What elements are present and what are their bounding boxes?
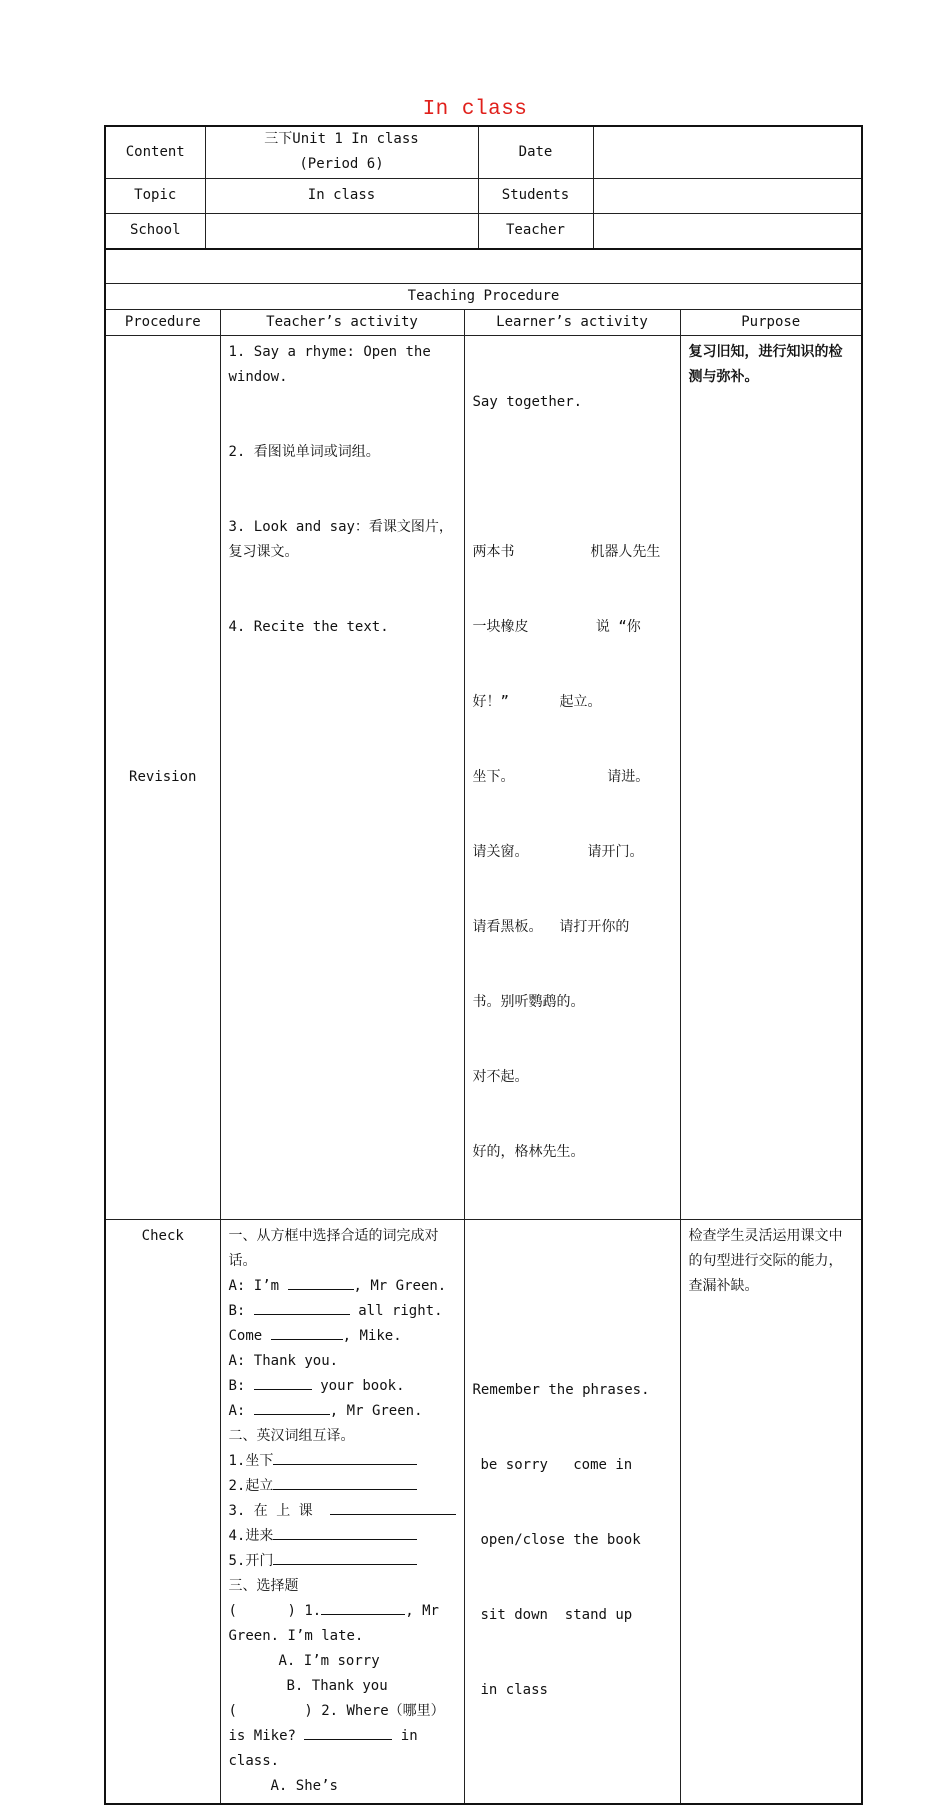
blank-field[interactable] [254,1300,350,1315]
column-header-teacher: Teacher’s activity [220,309,464,335]
topic-label: Topic [105,178,205,213]
section-title: Teaching Procedure [105,283,862,309]
topic-value: In class [205,178,478,213]
revision-learner-line: 好！” 起立。 [472,693,602,710]
revision-item-2: 2. 看图说单词或词组。 [228,443,380,460]
revision-item-3: 3. Look and say：看课文图片，复习课文。 [228,518,453,560]
blank-field[interactable] [254,1375,312,1390]
school-label: School [105,213,205,249]
dialogue-line-4: A: Thank you. [228,1352,339,1369]
revision-learner-line: 坐下。 请进。 [472,768,650,785]
revision-learner-line: 好的，格林先生。 [472,1143,585,1160]
revision-learner-activity [464,335,680,1219]
phrases-intro: Remember the phrases. [472,1381,650,1398]
dialogue-line-2: B: all right. [229,1299,456,1324]
content-label: Content [105,126,205,178]
dialogue-line-5: B: your book. [229,1374,456,1399]
dialogue-line-6: A: , Mr Green. [229,1399,456,1424]
blank-field[interactable] [273,1450,417,1465]
choice-option-b: B. Thank you [286,1677,388,1694]
revision-purpose: 复习旧知，进行知识的检测与弥补。 [680,335,862,1219]
check-purpose: 检查学生灵活运用课文中的句型进行交际的能力，查漏补缺。 [680,1219,862,1804]
revision-item-4: 4. Recite the text. [228,618,389,635]
check-section-3-title: 三、选择题 [228,1577,299,1594]
teacher-value [593,213,862,249]
translation-item-1: 1.坐下 [229,1449,456,1474]
students-label: Students [478,178,593,213]
content-value-line2: (Period 6) [299,156,384,173]
date-label: Date [478,126,593,178]
translation-item-5: 5.开门 [229,1549,456,1574]
blank-field[interactable] [304,1725,392,1740]
revision-learner-line: 一块橡皮 说 “你 [472,618,641,635]
blank-field[interactable] [273,1525,417,1540]
choice-option-a: A. I’m sorry [278,1652,380,1669]
dialogue-line-1: A: I’m , Mr Green. [229,1274,456,1299]
school-value [205,213,478,249]
translation-item-2: 2.起立 [229,1474,456,1499]
blank-field[interactable] [273,1475,417,1490]
revision-learner-line: 请看黑板。 请打开你的 [472,918,630,935]
content-value [205,126,478,178]
teacher-label: Teacher [478,213,593,249]
revision-label: Revision [105,335,220,1219]
revision-item-1: 1. Say a rhyme: Open the window. [228,343,431,385]
phrase-line: open/close the book [480,1531,641,1548]
blank-field[interactable] [254,1400,330,1415]
revision-teacher-activity [220,335,464,1219]
column-header-learner: Learner’s activity [464,309,680,335]
revision-learner-intro: Say together. [472,393,583,410]
phrase-line: sit down stand up [480,1606,633,1623]
phrase-line: in class [480,1681,548,1698]
check-learner-activity [464,1219,680,1804]
blank-field[interactable] [271,1325,343,1340]
date-value [593,126,862,178]
blank-field[interactable] [330,1500,456,1515]
procedure-table [104,248,863,1805]
blank-field[interactable] [321,1600,405,1615]
choice-option-a: A. She’s [270,1777,338,1794]
students-value [593,178,862,213]
choice-question-2: ( ) 2. Where（哪里）is Mike? in class. [228,1702,445,1769]
column-header-procedure: Procedure [105,309,220,335]
revision-learner-line: 请关窗。 请开门。 [472,843,644,860]
column-header-purpose: Purpose [680,309,862,335]
choice-question-1: ( ) 1. , Mr Green. I’m late. [229,1599,456,1649]
check-teacher-activity [220,1219,464,1804]
revision-learner-line: 书。别听鹦鹉的。 [472,993,585,1010]
header-table [104,125,863,250]
revision-learner-line: 对不起。 [472,1068,529,1085]
check-label: Check [105,1219,220,1804]
check-section-2-title: 二、英汉词组互译。 [228,1427,355,1444]
blank-field[interactable] [273,1550,417,1565]
revision-learner-line: 两本书 机器人先生 [472,543,661,560]
translation-item-4: 4.进来 [229,1524,456,1549]
dialogue-line-3: Come , Mike. [229,1324,456,1349]
translation-item-3: 3. 在 上 课 [229,1499,456,1524]
content-value-line1: 三下Unit 1 In class [264,131,419,148]
check-section-1-title: 一、从方框中选择合适的词完成对话。 [228,1227,439,1269]
blank-field[interactable] [288,1275,354,1290]
phrase-line: be sorry come in [480,1456,633,1473]
page-title: In class [422,98,528,121]
blank-row [105,249,862,283]
